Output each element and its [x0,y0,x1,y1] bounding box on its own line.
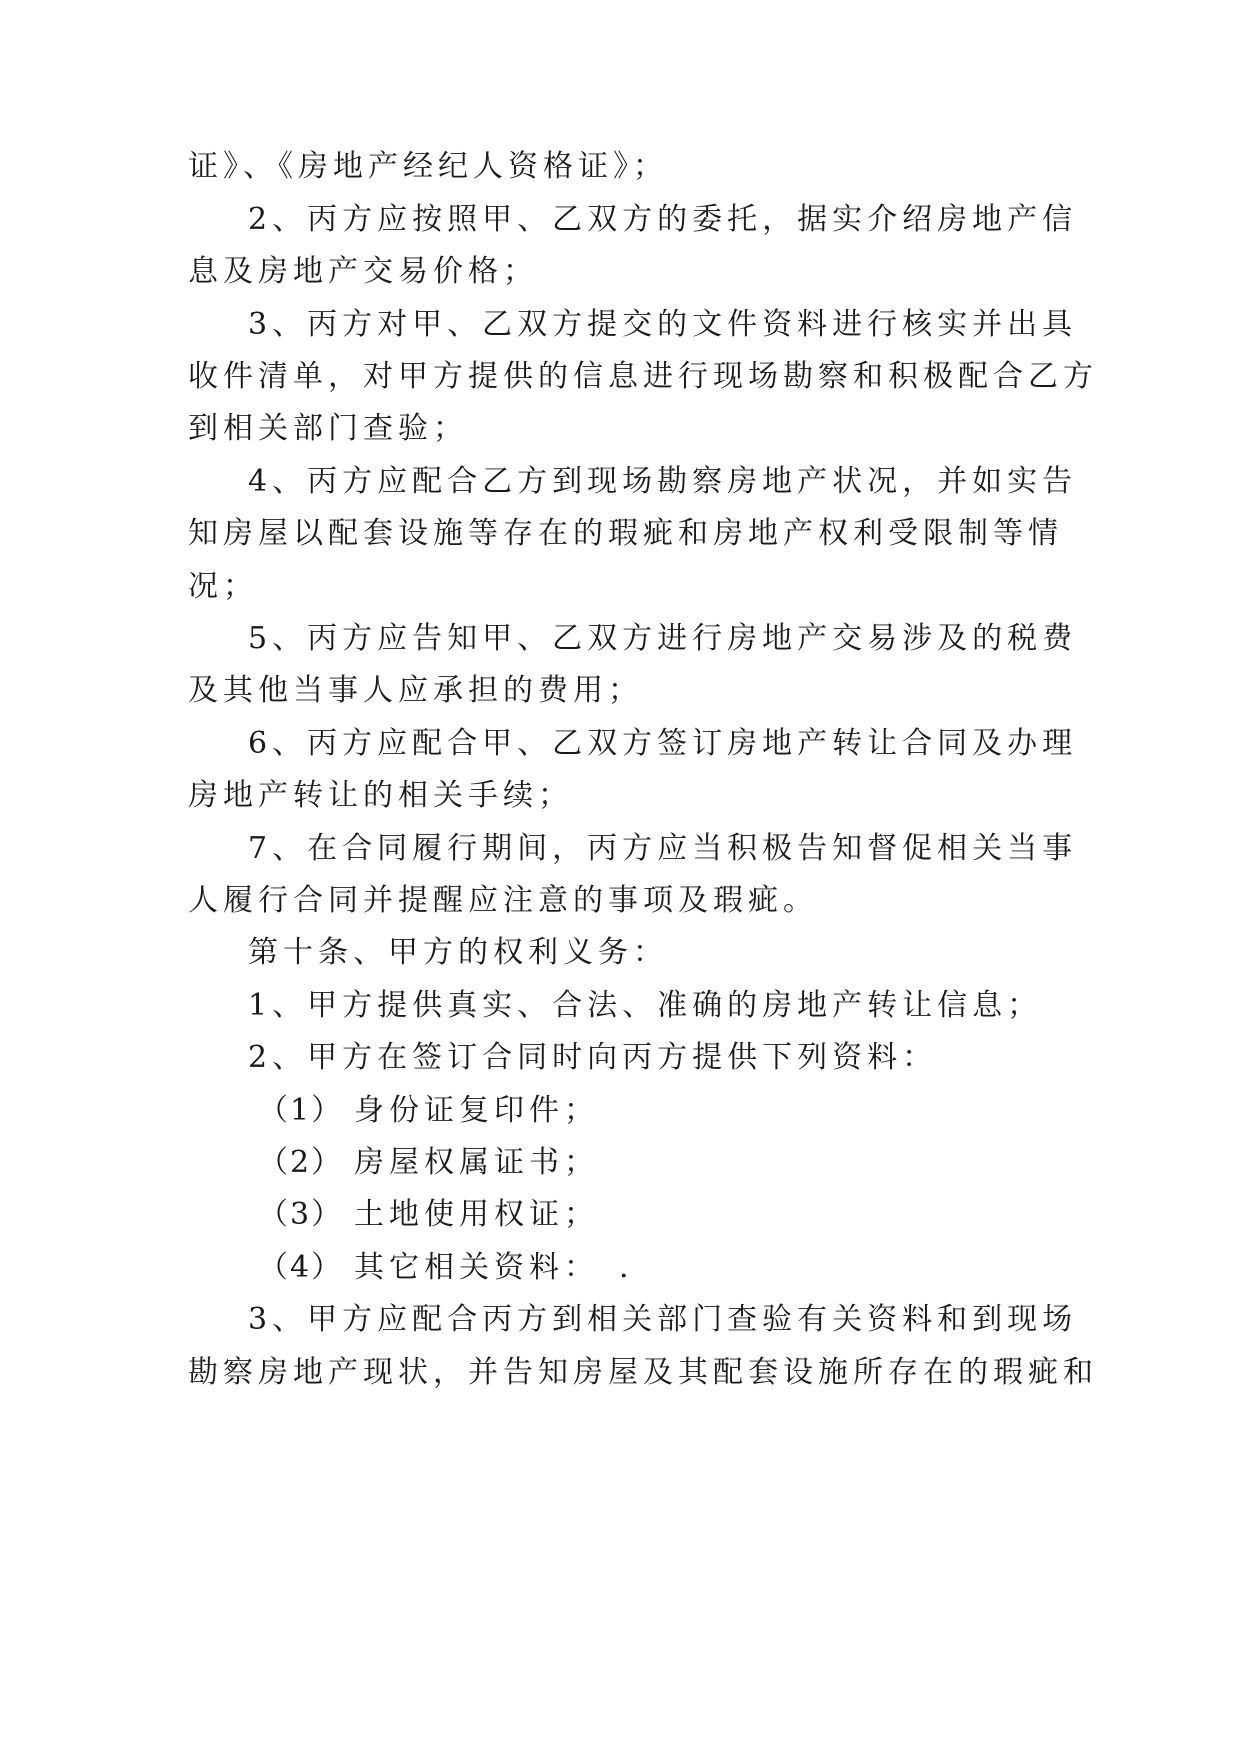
text-line: 7、在合同履行期间，丙方应当积极告知督促相关当事 [248,831,1078,866]
text-line: 及其他当事人应承担的费用； [188,673,643,708]
text-line: 证》、《房地产经纪人资格证》； [188,149,668,184]
text-line: 知房屋以配套设施等存在的瑕疵和房地产权利受限制等情 [188,516,1063,551]
text-line: 2、甲方在签订合同时向丙方提供下列资料： [248,1040,938,1075]
text-line: 5、丙方应告知甲、乙双方进行房地产交易涉及的税费 [248,621,1078,656]
list-item-number: （3） [258,1197,344,1232]
list-item [258,1143,1128,1183]
text-line: 勘察房地产现状，并告知房屋及其配套设施所存在的瑕疵和 [188,1355,1098,1390]
text-line: 收件清单，对甲方提供的信息进行现场勘察和积极配合乙方 [188,359,1098,394]
list-item-number: （2） [258,1145,344,1180]
text-line: 况； [188,569,258,604]
text-line: 2、丙方应按照甲、乙双方的委托，据实介绍房地产信 [248,202,1078,237]
list-item [258,1091,1128,1131]
section-heading: 第十条、甲方的权利义务： [248,935,668,970]
text-line: 1、甲方提供真实、合法、准确的房地产转让信息； [248,988,1043,1023]
list-item-number: （4） [258,1250,344,1285]
text-line: 6、丙方应配合甲、乙双方签订房地产转让合同及办理 [248,726,1078,761]
list-item-number: （1） [258,1093,344,1128]
text-line: 息及房地产交易价格； [188,254,538,289]
text-line: 人履行合同并提醒应注意的事项及瑕疵。 [188,883,818,918]
list-item [258,1248,1128,1288]
list-item-text: 身份证复印件； [354,1093,599,1128]
text-line: 4、丙方应配合乙方到现场勘察房地产状况，并如实告 [248,464,1078,499]
text-line: 房地产转让的相关手续； [188,778,573,813]
list-item-text: 房屋权属证书； [354,1145,599,1180]
text-line: 3、丙方对甲、乙双方提交的文件资料进行核实并出具 [248,307,1078,342]
list-item-text: 土地使用权证； [354,1197,599,1232]
list-item-text: 其它相关资料： . [354,1250,634,1285]
text-line: 到相关部门查验； [188,411,468,446]
text-line: 3、甲方应配合丙方到相关部门查验有关资料和到现场 [248,1302,1078,1337]
list-item [258,1195,1128,1235]
